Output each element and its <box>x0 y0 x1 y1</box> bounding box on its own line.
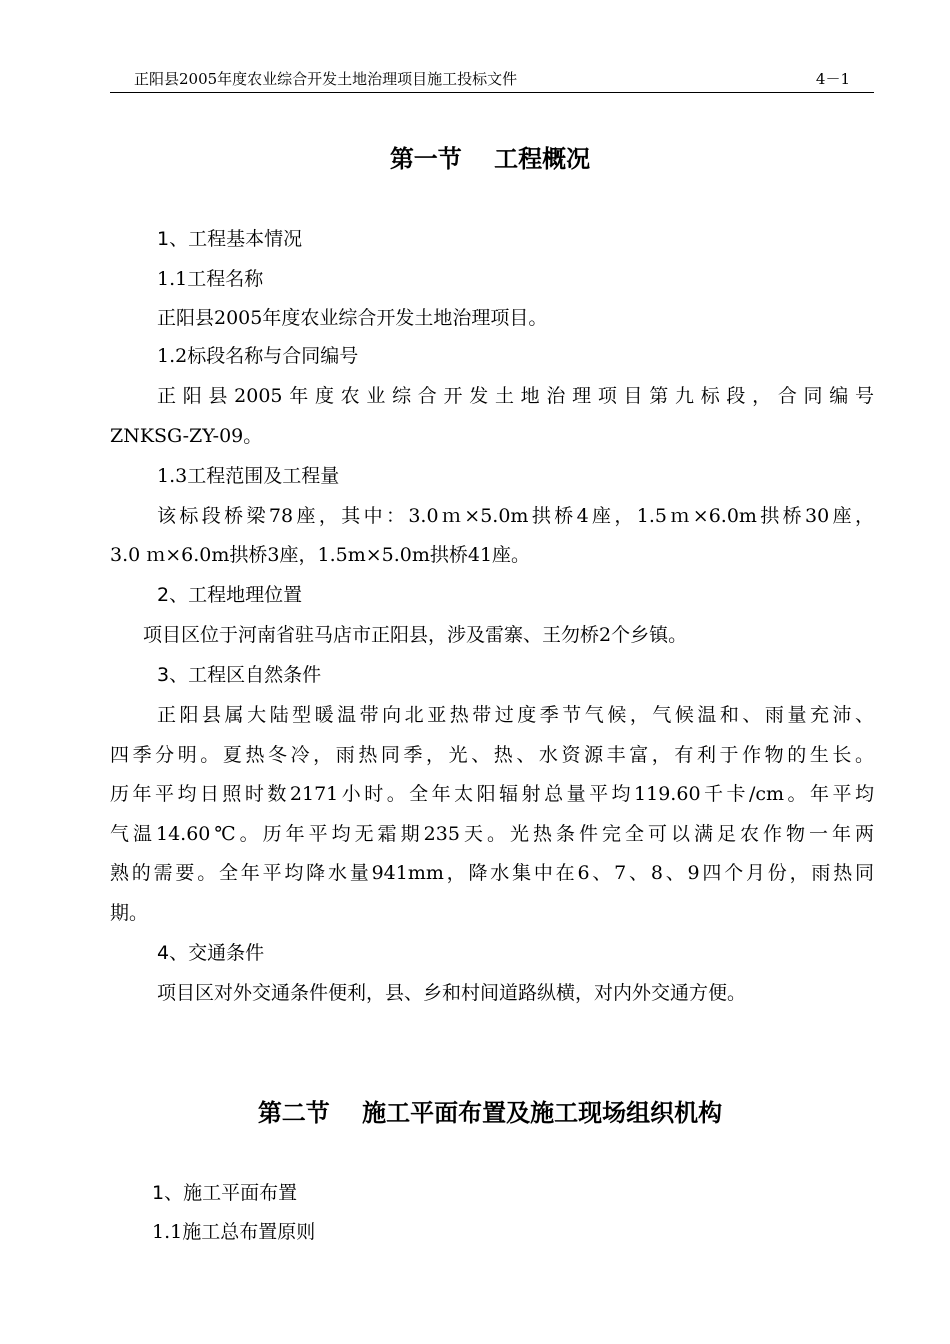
bid-section-text-line1: 正阳县2005年度农业综合开发土地治理项目第九标段，合同编号 <box>157 385 874 407</box>
header-page-number: 4－1 <box>815 70 850 88</box>
scope-text-line1: 该标段桥梁78座，其中：3.0ｍ×5.0m拱桥4座，1.5ｍ×6.0m拱桥30座， <box>157 505 874 527</box>
conditions-line3: 历年平均日照时数2171小时。全年太阳辐射总量平均119.60千卡/cm。年平均 <box>110 783 874 805</box>
header-title: 正阳县2005年度农业综合开发土地治理项目施工投标文件 <box>134 70 518 88</box>
conditions-line2: 四季分明。夏热冬冷，雨热同季，光、热、水资源丰富，有利于作物的生长。 <box>110 744 874 766</box>
location-text: 项目区位于河南省驻马店市正阳县，涉及雷寨、王勿桥2个乡镇。 <box>143 624 688 646</box>
subheading-layout-principles: 1.1施工总布置原则 <box>152 1221 316 1243</box>
conditions-line4: 气温14.60℃。历年平均无霜期235天。光热条件完全可以满足农作物一年两 <box>110 823 874 845</box>
conditions-line5: 熟的需要。全年平均降水量941mm，降水集中在6、7、8、9四个月份，雨热同 <box>110 862 874 884</box>
heading-basic-info: 1、工程基本情况 <box>157 228 303 250</box>
heading-location: 2、工程地理位置 <box>157 584 303 606</box>
subheading-bid-section: 1.2标段名称与合同编号 <box>157 345 359 367</box>
project-name-text: 正阳县2005年度农业综合开发土地治理项目。 <box>157 307 548 329</box>
subheading-project-name: 1.1工程名称 <box>157 268 264 290</box>
scope-text-line2: 3.0 ｍ×6.0m拱桥3座，1.5m×5.0m拱桥41座。 <box>110 544 531 566</box>
transport-text: 项目区对外交通条件便利，县、乡和村间道路纵横，对内外交通方便。 <box>157 982 747 1004</box>
subheading-scope: 1.3工程范围及工程量 <box>157 465 340 487</box>
heading-natural-conditions: 3、工程区自然条件 <box>157 664 322 686</box>
conditions-line6: 期。 <box>110 902 149 924</box>
heading-site-layout: 1、施工平面布置 <box>152 1182 298 1204</box>
section-1-title: 第一节 工程概况 <box>389 145 591 173</box>
heading-transport: 4、交通条件 <box>157 942 265 964</box>
page-header <box>110 66 874 93</box>
section-2-title: 第二节 施工平面布置及施工现场组织机构 <box>257 1099 723 1127</box>
conditions-line1: 正阳县属大陆型暖温带向北亚热带过度季节气候，气候温和、雨量充沛、 <box>157 704 874 726</box>
bid-section-text-line2: ZNKSG-ZY-09。 <box>110 425 263 447</box>
